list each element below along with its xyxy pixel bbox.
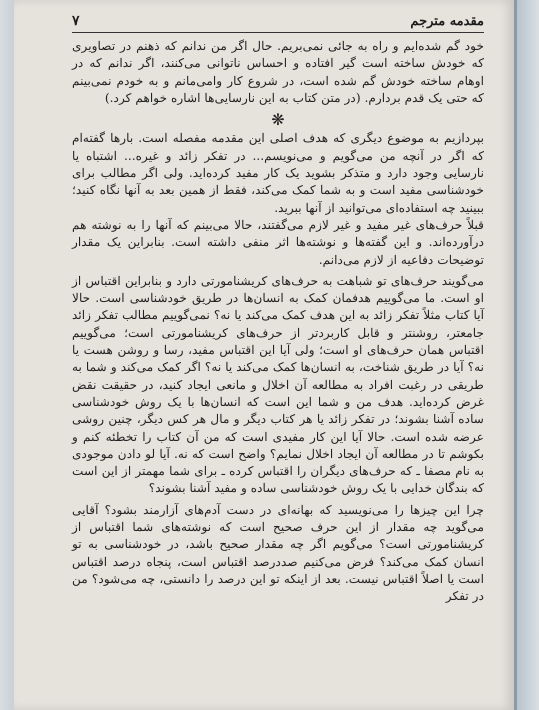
paragraph-3: قبلاً حرف‌هاى غیر مفید و غیر لازم می‌گفتند، حالا می‌بینم که آنها را به نوشته هم درآورده‌اند. و این گفته‌ها و نوشته‌ها اثر منفی داشته است. بنابراین یک مقدار توضیحات دفاعیه از لازم می‌دانم. [72,217,484,267]
book-left-edge [0,0,14,710]
running-header [72,10,484,33]
paragraph-1: خود گم شده‌ایم و راه به جائی نمی‌بریم. حال اگر من ندانم که ذهنم در تصاویری که خودش ساخته است گیر افتاده و احساس ناتوانی می‌کنند، اگر ندانم که در اوهام ساخته خودش گم شده است، در شروع کار وامی‌مانم و به خودم نمی‌بینم که حتی یک قدم بردارم. (در متن کتاب به این نارسایی‌ها اشاره خواهم کرد.) [72,39,484,105]
paragraph-4: می‌گویند حرف‌های تو شباهت به حرف‌های کریشنامورتی دارد و بنابراین اقتباس از او است. ما می‌گوییم هدفمان کمک به انسان‌ها در طریق خودشناسی است. حالا آیا کتاب مثلاً تفکر زائد به این هدف کمک می‌کند یا نه؟ نمی‌گوییم مطالب تفکر زائد جامعتر، روشنتر و قابل کاربردتر از حرف‌های کریشنامورتی است؛ می‌گوییم اقتباس همان حرف‌های او است؛ ولی آیا این اقتباس مفید، رسا و روشن هست یا نه؟ آیا در طریق شناخت، به انسان‌ها کمک می‌کند یا نه؟ اگر کمک می‌کند و شما به طریقی در رغبت افراد به مطالعه آن اخلال و مانعی ایجاد کنید، در حقیقت نقض غرض کرده‌اید. هدف من و شما این است که انسان‌ها با یک روش خودشناسی ساده آشنا بشوند؛ در تفکر زائد یا هر کتاب دیگر و مال هر کس دیگر، چنین روشی عرضه شده است. حالا آیا این کار مفیدی است که من آن کتاب را تخطئه کنم و بکوشم تا در مطالعه آن ایجاد اخلال نمایم؟ واضح است که نه. آیا لو دادن موجودی به نام مصفا ـ که حرف‌های دیگران را اقتباس کرده ـ برای شما مهمتر از این است که بندگان خدایی با یک روش خودشناسی ساده و مفید آشنا بشوند؟ [72,273,484,496]
paragraph-2: بپردازیم به موضوع دیگری که هدف اصلی این مقدمه مفصله است. بارها گفته‌ام که اگر در آنچه من می‌گویم و می‌نویسم... در تفکر زائد و غیره... اشتباه یا نارسایی وجود دارد و متذکر بشوید یک کار مفید کرده‌اید. ولی اگر مطالب برای خودشناسی مفید است و به شما کمک می‌کند، فقط از همین بعد به آنها نگاه کنید؛ ببینید چه استفاده‌ای می‌توانید از آنها ببرید. [72,131,484,215]
page-body [72,38,484,606]
book-page [14,0,514,710]
page-number: ۷ [72,13,80,29]
running-title: مقدمه مترجم [410,13,484,29]
book-right-edge [517,0,539,710]
paragraph-5: چرا این چیزها را می‌نویسید که بهانه‌ای در دست آدم‌های آزارمند بشود؟ آقایی می‌گوید چه مقدار از این حرف صحیح است که نوشته‌های شما اقتباس از کریشنامورتی است؟ می‌گویم اگر چه مقدار صحیح باشد، در خودشناسی به تو انسان کمک می‌کند؟ فرض می‌کنیم صددرصد اقتباس است، پنجاه درصد اقتباس است یا اصلاً اقتباس نیست. بعد از اینکه تو این درصد را دانستی، چه می‌شود؟ من در تفکر [72,502,484,604]
section-separator: ❋ [271,110,285,130]
